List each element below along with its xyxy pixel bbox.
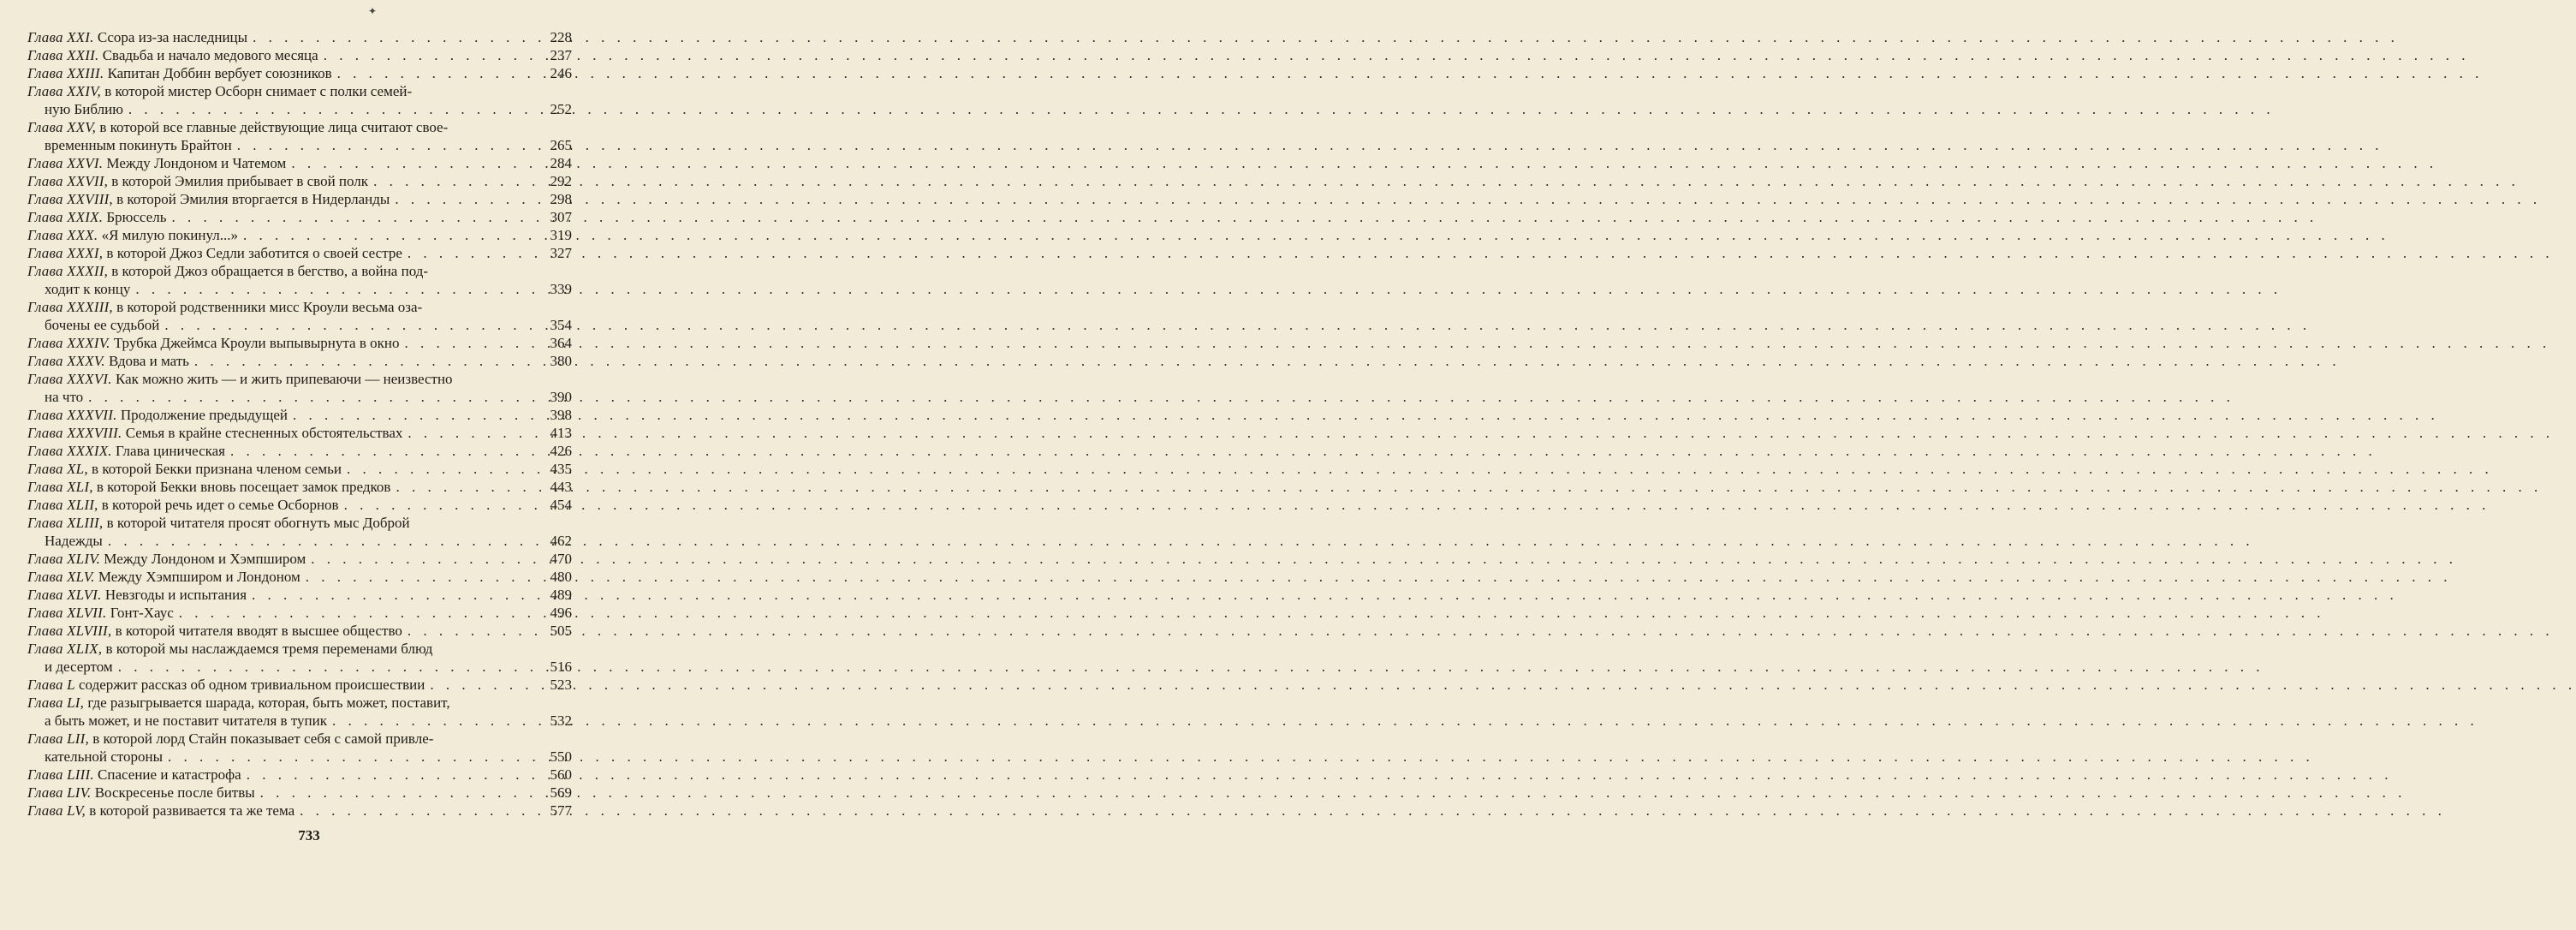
toc-line bbox=[27, 550, 572, 568]
toc-line bbox=[27, 316, 572, 334]
dot-leader bbox=[395, 190, 539, 208]
page-ref: 265 bbox=[550, 137, 572, 153]
chapter-label: Глава XL, bbox=[27, 461, 88, 477]
toc-entry bbox=[27, 586, 572, 604]
chapter-title: в которой родственники мисс Кроули весьма оза- bbox=[116, 299, 423, 315]
dot-leader bbox=[408, 622, 539, 640]
chapter-title: в которой речь идет о семье Осборнов bbox=[101, 497, 339, 513]
chapter-label: Глава XXXVI. bbox=[27, 371, 112, 387]
chapter-label: Глава LIII. bbox=[27, 766, 94, 783]
dot-leader bbox=[128, 100, 539, 118]
chapter-label: Глава LII, bbox=[27, 730, 89, 747]
toc-line bbox=[27, 28, 572, 46]
chapter-label: Глава XXII. bbox=[27, 47, 99, 63]
dot-leader bbox=[260, 784, 539, 802]
chapter-label: Глава XLII, bbox=[27, 497, 98, 513]
toc-line bbox=[27, 424, 572, 442]
toc-line bbox=[27, 280, 572, 298]
dot-leader bbox=[408, 244, 539, 262]
chapter-label: Глава XXVIII, bbox=[27, 191, 113, 207]
page-ref: 398 bbox=[550, 407, 572, 423]
toc-entry bbox=[27, 640, 572, 676]
toc-line bbox=[27, 388, 572, 406]
toc-entry bbox=[27, 730, 572, 766]
chapter-label: Глава XXV, bbox=[27, 119, 97, 135]
chapter-title: ходит к концу bbox=[45, 281, 131, 297]
toc-entry bbox=[27, 802, 572, 820]
page-ref: 327 bbox=[550, 245, 572, 261]
page-ref: 443 bbox=[550, 479, 572, 495]
toc-line bbox=[27, 568, 572, 586]
toc-entry bbox=[27, 226, 572, 244]
page-ref: 523 bbox=[550, 677, 572, 693]
chapter-title: Глава циническая bbox=[116, 443, 225, 459]
toc-line bbox=[27, 82, 572, 100]
page-ref: 339 bbox=[550, 281, 572, 297]
chapter-label: Глава XLIX, bbox=[27, 641, 103, 657]
toc-entry bbox=[27, 442, 572, 460]
toc-line bbox=[27, 136, 572, 154]
page-ref: 577 bbox=[550, 802, 572, 819]
toc-entry bbox=[27, 118, 572, 154]
toc-line bbox=[27, 640, 572, 658]
toc-entry bbox=[27, 550, 572, 568]
toc-line bbox=[27, 478, 572, 496]
toc-entry bbox=[27, 208, 572, 226]
table-of-contents bbox=[27, 28, 572, 820]
page-ref: 298 bbox=[550, 191, 572, 207]
toc-line bbox=[27, 208, 572, 226]
chapter-title: в которой читателя просят обогнуть мыс Доброй bbox=[106, 515, 410, 531]
toc-line bbox=[27, 154, 572, 172]
dot-leader bbox=[306, 568, 539, 586]
toc-line bbox=[27, 496, 572, 514]
toc-line bbox=[27, 622, 572, 640]
chapter-label: Глава XXXIII, bbox=[27, 299, 113, 315]
page-ref: 252 bbox=[550, 101, 572, 117]
dot-leader bbox=[324, 46, 539, 64]
toc-line bbox=[27, 226, 572, 244]
chapter-label: Глава XXXVIII. bbox=[27, 425, 122, 441]
toc-entry bbox=[27, 622, 572, 640]
toc-line bbox=[27, 730, 572, 748]
chapter-title: в которой Бекки вновь посещает замок предков bbox=[96, 479, 391, 495]
dot-leader bbox=[171, 208, 539, 226]
chapter-title: на что bbox=[45, 389, 84, 405]
toc-line bbox=[27, 712, 572, 730]
dot-leader bbox=[230, 442, 539, 460]
dot-leader bbox=[337, 64, 539, 82]
dot-leader bbox=[88, 388, 539, 406]
chapter-title: Свадьба и начало медового месяца bbox=[102, 47, 318, 63]
chapter-label: Глава XXXII, bbox=[27, 263, 109, 279]
chapter-title: Воскресенье после битвы bbox=[94, 784, 255, 801]
chapter-title: Как можно жить — и жить припеваючи — неизвестно bbox=[116, 371, 453, 387]
chapter-title: Между Лондоном и Чатемом bbox=[106, 155, 287, 171]
dot-leader bbox=[253, 28, 539, 46]
dot-leader bbox=[408, 424, 539, 442]
toc-entry bbox=[27, 514, 572, 550]
chapter-title: Спасение и катастрофа bbox=[98, 766, 241, 783]
toc-line bbox=[27, 784, 572, 802]
dot-leader bbox=[194, 352, 539, 370]
dot-leader bbox=[179, 604, 539, 622]
toc-line bbox=[27, 442, 572, 460]
page-ref: 489 bbox=[550, 587, 572, 603]
dot-leader bbox=[237, 136, 539, 154]
chapter-title: в которой развивается та же тема bbox=[89, 802, 295, 819]
toc-line bbox=[27, 100, 572, 118]
toc-entry bbox=[27, 172, 572, 190]
toc-line bbox=[27, 370, 572, 388]
chapter-label: Глава LV, bbox=[27, 802, 86, 819]
chapter-title: в которой все главные действующие лица считают свое- bbox=[99, 119, 449, 135]
dot-leader bbox=[373, 172, 539, 190]
page-ref: 505 bbox=[550, 623, 572, 639]
page-ref: 516 bbox=[550, 659, 572, 675]
chapter-label: Глава XXIV, bbox=[27, 83, 101, 99]
page-ref: 319 bbox=[550, 227, 572, 243]
chapter-title: кательной стороны bbox=[45, 748, 164, 765]
chapter-title: содержит рассказ об одном тривиальном происшествии bbox=[79, 677, 425, 693]
dot-leader bbox=[164, 316, 539, 334]
toc-line bbox=[27, 262, 572, 280]
chapter-title: а быть может, и не поставит читателя в тупик bbox=[45, 712, 327, 729]
toc-line bbox=[27, 586, 572, 604]
toc-entry bbox=[27, 424, 572, 442]
toc-entry bbox=[27, 154, 572, 172]
toc-line bbox=[27, 190, 572, 208]
page-ref: 454 bbox=[550, 497, 572, 513]
toc-entry bbox=[27, 766, 572, 784]
toc-entry bbox=[27, 334, 572, 352]
dot-leader bbox=[291, 154, 539, 172]
toc-entry bbox=[27, 370, 572, 406]
page-ref: 496 bbox=[550, 605, 572, 621]
dot-leader bbox=[344, 496, 539, 514]
chapter-title: Семья в крайне стесненных обстоятельствах bbox=[125, 425, 403, 441]
chapter-title: бочены ее судьбой bbox=[45, 317, 160, 333]
chapter-label: Глава XLVI. bbox=[27, 587, 102, 603]
chapter-label: Глава XXXI, bbox=[27, 245, 104, 261]
chapter-title: в которой лорд Стайн показывает себя с самой привле- bbox=[92, 730, 434, 747]
page-ref: 480 bbox=[550, 569, 572, 585]
page-ref: 292 bbox=[550, 173, 572, 189]
page-ref: 426 bbox=[550, 443, 572, 459]
page-ref: 284 bbox=[550, 155, 572, 171]
chapter-title: в которой мистер Осборн снимает с полки семей- bbox=[104, 83, 413, 99]
chapter-label: Глава XLV. bbox=[27, 569, 95, 585]
page-ref: 413 bbox=[550, 425, 572, 441]
toc-line bbox=[27, 172, 572, 190]
toc-entry bbox=[27, 190, 572, 208]
dot-leader bbox=[396, 478, 539, 496]
dot-leader bbox=[168, 748, 539, 766]
page-mark: ✦ bbox=[368, 5, 378, 17]
chapter-label: Глава XLIII, bbox=[27, 515, 104, 531]
chapter-title: в которой Джоз Седли заботится о своей сестре bbox=[106, 245, 402, 261]
toc-line bbox=[27, 118, 572, 136]
toc-line bbox=[27, 514, 572, 532]
toc-line bbox=[27, 46, 572, 64]
chapter-title: в которой Эмилия вторгается в Нидерланды bbox=[116, 191, 390, 207]
toc-line bbox=[27, 532, 572, 550]
page-ref: 237 bbox=[550, 47, 572, 63]
chapter-label: Глава XXIX. bbox=[27, 209, 104, 225]
dot-leader bbox=[332, 712, 539, 730]
toc-line bbox=[27, 676, 572, 694]
chapter-title: в которой Эмилия прибывает в свой полк bbox=[111, 173, 369, 189]
dot-leader bbox=[300, 802, 539, 820]
toc-line bbox=[27, 748, 572, 766]
chapter-label: Глава XLI, bbox=[27, 479, 93, 495]
toc-entry bbox=[27, 676, 572, 694]
page-ref: 560 bbox=[550, 766, 572, 783]
toc-line bbox=[27, 802, 572, 820]
chapter-label: Глава XXXIV. bbox=[27, 335, 110, 351]
toc-entry bbox=[27, 496, 572, 514]
page-ref: 390 bbox=[550, 389, 572, 405]
page-ref: 435 bbox=[550, 461, 572, 477]
dot-leader bbox=[430, 676, 539, 694]
toc-entry bbox=[27, 244, 572, 262]
toc-entry bbox=[27, 352, 572, 370]
page-ref: 462 bbox=[550, 533, 572, 549]
toc-line bbox=[27, 352, 572, 370]
page-ref: 532 bbox=[550, 712, 572, 729]
toc-entry bbox=[27, 406, 572, 424]
page-number: 733 bbox=[298, 827, 320, 844]
chapter-label: Глава XLVIII, bbox=[27, 623, 112, 639]
chapter-title: в которой Джоз обращается в бегство, а война под- bbox=[111, 263, 429, 279]
toc-line bbox=[27, 298, 572, 316]
toc-line bbox=[27, 64, 572, 82]
chapter-title: Невзгоды и испытания bbox=[104, 587, 247, 603]
chapter-label: Глава XLVII. bbox=[27, 605, 107, 621]
chapter-label: Глава XXVII, bbox=[27, 173, 109, 189]
chapter-label: Глава XXI. bbox=[27, 29, 94, 45]
dot-leader bbox=[293, 406, 539, 424]
toc-line bbox=[27, 244, 572, 262]
toc-entry bbox=[27, 298, 572, 334]
page-ref: 380 bbox=[550, 353, 572, 369]
page-ref: 354 bbox=[550, 317, 572, 333]
chapter-title: Брюссель bbox=[106, 209, 167, 225]
dot-leader bbox=[404, 334, 539, 352]
chapter-label: Глава XXX. bbox=[27, 227, 98, 243]
chapter-label: Глава LI, bbox=[27, 695, 85, 711]
chapter-title: Между Лондоном и Хэмпширом bbox=[104, 551, 306, 567]
toc-entry bbox=[27, 568, 572, 586]
toc-entry bbox=[27, 28, 572, 46]
chapter-title: Продолжение предыдущей bbox=[120, 407, 288, 423]
dot-leader bbox=[108, 532, 539, 550]
chapter-title: и десертом bbox=[45, 659, 113, 675]
dot-leader bbox=[135, 280, 539, 298]
chapter-label: Глава L bbox=[27, 677, 75, 693]
chapter-title: Вдова и мать bbox=[108, 353, 189, 369]
toc-entry bbox=[27, 478, 572, 496]
page-ref: 550 bbox=[550, 748, 572, 765]
page-ref: 364 bbox=[550, 335, 572, 351]
chapter-title: Капитан Доббин вербует союзников bbox=[107, 65, 332, 81]
toc-entry bbox=[27, 82, 572, 118]
toc-entry bbox=[27, 46, 572, 64]
chapter-title: Ссора из-за наследницы bbox=[97, 29, 248, 45]
chapter-label: Глава LIV. bbox=[27, 784, 92, 801]
toc-entry bbox=[27, 460, 572, 478]
page-ref: 470 bbox=[550, 551, 572, 567]
toc-line bbox=[27, 334, 572, 352]
toc-line bbox=[27, 694, 572, 712]
chapter-title: Трубка Джеймса Кроули выпывырнута в окно bbox=[113, 335, 400, 351]
chapter-title: временным покинуть Брайтон bbox=[45, 137, 232, 153]
chapter-title: где разыгрывается шарада, которая, быть может, поставит, bbox=[87, 695, 450, 711]
chapter-title: Надежды bbox=[45, 533, 103, 549]
toc-line bbox=[27, 766, 572, 784]
page-ref: 246 bbox=[550, 65, 572, 81]
toc-line bbox=[27, 658, 572, 676]
toc-line bbox=[27, 406, 572, 424]
chapter-title: в которой Бекки признана членом семьи bbox=[92, 461, 342, 477]
chapter-title: «Я милую покинул...» bbox=[101, 227, 238, 243]
dot-leader bbox=[243, 226, 539, 244]
chapter-label: Глава XXXVII. bbox=[27, 407, 117, 423]
toc-line bbox=[27, 460, 572, 478]
chapter-label: Глава XXXIX. bbox=[27, 443, 112, 459]
dot-leader bbox=[252, 586, 539, 604]
chapter-title: Гонт-Хаус bbox=[110, 605, 174, 621]
chapter-label: Глава XXVI. bbox=[27, 155, 104, 171]
chapter-title: в которой мы наслаждаемся тремя переменами блюд bbox=[105, 641, 433, 657]
chapter-label: Глава XXIII. bbox=[27, 65, 104, 81]
chapter-title: Между Хэмпширом и Лондоном bbox=[98, 569, 300, 585]
toc-entry bbox=[27, 784, 572, 802]
dot-leader bbox=[347, 460, 539, 478]
dot-leader bbox=[118, 658, 539, 676]
chapter-title: ную Библию bbox=[45, 101, 123, 117]
chapter-label: Глава XXXV. bbox=[27, 353, 105, 369]
toc-entry bbox=[27, 694, 572, 730]
dot-leader bbox=[247, 766, 539, 784]
toc-entry bbox=[27, 64, 572, 82]
page-ref: 569 bbox=[550, 784, 572, 801]
dot-leader bbox=[311, 550, 539, 568]
chapter-label: Глава XLIV. bbox=[27, 551, 101, 567]
toc-entry bbox=[27, 604, 572, 622]
toc-line bbox=[27, 604, 572, 622]
page-ref: 228 bbox=[550, 29, 572, 45]
chapter-title: в которой читателя вводят в высшее общество bbox=[115, 623, 402, 639]
toc-entry bbox=[27, 262, 572, 298]
page-ref: 307 bbox=[550, 209, 572, 225]
